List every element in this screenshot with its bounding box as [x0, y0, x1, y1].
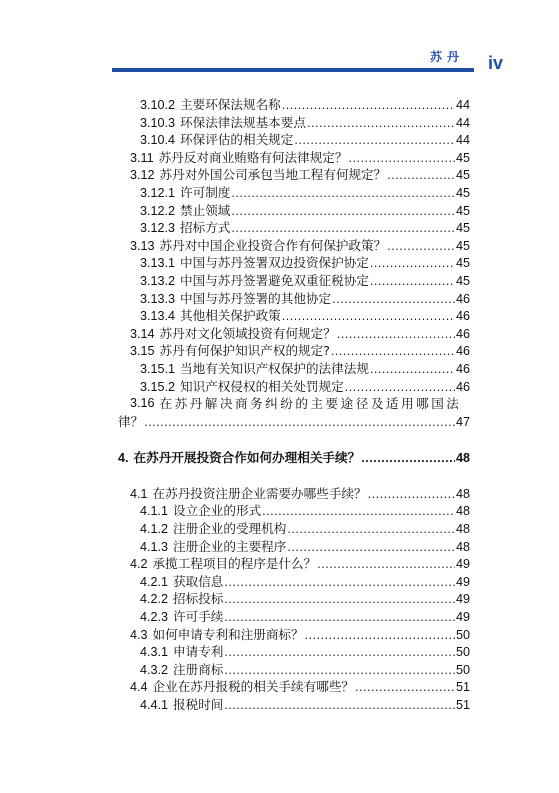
toc-entry-number: 3.13.3 [140, 291, 176, 306]
toc-entry-number: 4.1.2 [140, 522, 169, 537]
toc-entry-title-continued: 律？ [118, 413, 144, 429]
toc-entry-number: 4.4.1 [140, 698, 169, 712]
toc-entry-number: 3.12 [130, 168, 155, 183]
leader-dots [331, 343, 455, 361]
toc-entry-title: 主要环保法规名称 [180, 97, 281, 112]
toc-entry-title: 在苏丹开展投资合作如何办理相关手续？ [133, 450, 361, 466]
toc-entry[interactable] [118, 184, 470, 202]
toc-entry-number: 4.3.1 [140, 645, 169, 660]
leader-dots [224, 644, 455, 662]
toc-entry[interactable] [118, 290, 470, 308]
toc-entry[interactable] [118, 678, 470, 696]
toc-entry-page: 44 [455, 133, 470, 148]
toc-entry-page: 49 [455, 557, 470, 572]
toc-entry-page: 46 [455, 326, 470, 341]
toc-entry-title: 中国与苏丹签署避免双重征税协定 [180, 272, 369, 288]
leader-dots [368, 486, 455, 504]
toc-entry-page: 45 [455, 221, 470, 236]
toc-entry[interactable] [118, 219, 470, 237]
toc-entry-number: 4.1.1 [140, 504, 169, 519]
toc-entry[interactable] [118, 342, 470, 360]
toc-entry-title: 知识产权侵权的相关处罚规定 [180, 378, 344, 394]
toc-entry[interactable] [118, 626, 470, 644]
toc-entry-title: 设立企业的形式 [173, 503, 262, 519]
toc-entry[interactable] [118, 502, 470, 520]
toc-entry[interactable] [118, 96, 470, 114]
toc-entry-number: 4.4 [130, 680, 148, 695]
toc-entry[interactable] [118, 590, 470, 608]
toc-entry-page: 48 [455, 539, 470, 554]
toc-entry-page: 50 [455, 627, 470, 642]
leader-dots [370, 361, 455, 379]
leader-dots [231, 220, 455, 238]
table-of-contents [118, 96, 470, 714]
toc-entry-number: 3.15.2 [140, 379, 176, 394]
toc-entry[interactable] [118, 307, 470, 325]
toc-entry-number: 3.13.1 [140, 256, 176, 271]
toc-entry[interactable] [118, 378, 470, 396]
toc-entry-page: 48 [455, 486, 470, 501]
toc-entry-number: 4.1 [130, 486, 148, 501]
toc-entry-title: 报税时间 [173, 697, 224, 712]
toc-entry[interactable] [118, 114, 470, 132]
toc-entry-title: 当地有关知识产权保护的法律法规 [180, 360, 369, 376]
toc-entry[interactable] [118, 131, 470, 149]
toc-entry-title: 申请专利 [173, 644, 224, 660]
toc-entry-page: 45 [455, 168, 470, 183]
leader-dots [355, 679, 455, 697]
toc-entry[interactable] [118, 520, 470, 538]
toc-entry-number: 3.15.1 [140, 361, 176, 376]
toc-entry-title: 注册企业的主要程序 [173, 538, 287, 554]
toc-entry-number: 3.15 [130, 344, 155, 359]
toc-entry-page: 45 [455, 238, 470, 253]
toc-entry-number: 3.13.2 [140, 273, 176, 288]
leader-dots [224, 697, 455, 715]
toc-entry[interactable] [118, 573, 470, 591]
toc-entry-title: 苏丹对外国公司承包当地工程有何规定？ [159, 167, 387, 183]
toc-entry-title: 承揽工程项目的程序是什么？ [152, 556, 317, 572]
toc-entry-page: 47 [455, 414, 470, 429]
leader-dots [224, 591, 455, 609]
toc-entry[interactable] [118, 538, 470, 556]
toc-entry-title: 招标方式 [180, 220, 231, 236]
toc-entry-number: 3.12.2 [140, 203, 176, 218]
toc-entry-title: 注册企业的受理机构 [173, 521, 287, 537]
toc-entry-page: 45 [455, 273, 470, 288]
toc-entry[interactable] [118, 166, 470, 184]
toc-entry-title: 许可制度 [180, 184, 231, 200]
toc-entry[interactable] [118, 360, 470, 378]
toc-entry[interactable] [118, 661, 470, 679]
toc-entry-number: 4.3 [130, 627, 148, 642]
toc-entry[interactable] [118, 202, 470, 220]
leader-dots [370, 255, 455, 273]
leader-dots [361, 450, 455, 468]
toc-entry-number: 3.10.3 [140, 115, 176, 130]
toc-gap [118, 467, 470, 485]
toc-entry[interactable] [118, 149, 470, 167]
toc-entry-page: 49 [455, 574, 470, 589]
toc-entry-title: 在苏丹投资注册企业需要办哪些手续？ [152, 485, 367, 501]
page-number: iv [488, 53, 504, 73]
toc-entry[interactable] [118, 395, 470, 431]
toc-entry-page: 45 [455, 150, 470, 165]
leader-dots [144, 414, 455, 432]
toc-entry-page: 46 [455, 309, 470, 324]
toc-entry-page: 44 [455, 115, 470, 130]
toc-entry-title: 注册商标 [173, 661, 224, 677]
toc-entry[interactable] [118, 555, 470, 573]
toc-entry-number: 3.12.1 [140, 185, 176, 200]
toc-entry[interactable] [118, 449, 470, 467]
toc-entry-number: 3.14 [130, 326, 155, 341]
leader-dots [317, 556, 455, 574]
toc-entry-title: 中国与苏丹签署双边投资保护协定 [180, 255, 369, 271]
header-rule [112, 68, 474, 72]
toc-entry-number: 4.2.2 [140, 592, 169, 607]
toc-entry-title: 获取信息 [173, 573, 224, 589]
leader-dots [387, 167, 455, 185]
toc-entry-number: 3.10.2 [140, 98, 176, 112]
toc-entry[interactable] [118, 608, 470, 626]
leader-dots [387, 238, 455, 256]
toc-entry[interactable] [118, 643, 470, 661]
leader-dots [370, 273, 455, 291]
leader-dots [224, 609, 455, 627]
toc-entry-page: 45 [455, 203, 470, 218]
toc-entry-number: 4.2.3 [140, 610, 169, 625]
leader-dots [224, 662, 455, 680]
toc-entry-number: 3.13.4 [140, 309, 176, 324]
toc-entry-number: 4.3.2 [140, 662, 169, 677]
toc-entry-page: 48 [455, 451, 470, 466]
leader-dots [348, 150, 455, 168]
leader-dots [345, 379, 455, 397]
toc-entry-number: 4.2.1 [140, 574, 169, 589]
toc-entry-page: 46 [455, 291, 470, 306]
toc-entry-number: 3.12.3 [140, 221, 176, 236]
leader-dots [305, 627, 455, 645]
toc-entry-number: 3.10.4 [140, 133, 176, 148]
toc-entry-title: 苏丹对文化领域投资有何规定？ [159, 325, 336, 341]
page-header [0, 0, 559, 80]
toc-entry-page: 46 [455, 379, 470, 394]
toc-entry-page: 46 [455, 361, 470, 376]
toc-entry-title: 企业在苏丹报税的相关手续有哪些？ [152, 679, 355, 695]
toc-entry-page: 46 [455, 344, 470, 359]
leader-dots [224, 574, 455, 592]
toc-entry-page: 44 [455, 98, 470, 112]
toc-entry-page: 50 [455, 662, 470, 677]
toc-entry[interactable] [118, 237, 470, 255]
toc-entry[interactable] [118, 696, 470, 714]
toc-entry-page: 51 [455, 698, 470, 712]
toc-entry[interactable] [118, 325, 470, 343]
toc-entry-title: 禁止领域 [180, 202, 231, 218]
toc-entry-page: 45 [455, 185, 470, 200]
toc-entry-title: 苏丹有何保护知识产权的规定? [159, 343, 330, 359]
toc-entry-title: 许可手续 [173, 609, 224, 625]
toc-entry-number: 3.11 [130, 150, 154, 165]
leader-dots [287, 539, 455, 557]
toc-entry-title: 苏丹对中国企业投资合作有何保护政策？ [159, 237, 387, 253]
toc-entry[interactable] [118, 485, 470, 503]
leader-dots [282, 97, 455, 115]
toc-entry-page: 50 [455, 645, 470, 660]
toc-entry-number: 4.2 [130, 557, 148, 572]
leader-dots [262, 503, 455, 521]
toc-entry-title: 环保法律法规基本要点 [180, 114, 306, 130]
toc-entry-page: 48 [455, 522, 470, 537]
toc-entry-title: 在苏丹解决商务纠纷的主要途径及适用哪国法 [159, 396, 462, 412]
leader-dots [231, 185, 455, 203]
leader-dots [231, 203, 455, 221]
leader-dots [307, 115, 455, 133]
toc-entry-number: 3.13 [130, 238, 155, 253]
toc-entry-title: 苏丹反对商业贿赂有何法律规定？ [158, 149, 348, 165]
toc-entry-page: 51 [455, 680, 470, 695]
toc-entry-title: 中国与苏丹签署的其他协定 [180, 290, 332, 306]
toc-entry-page: 49 [455, 610, 470, 625]
toc-entry[interactable] [118, 272, 470, 290]
toc-entry-page: 49 [455, 592, 470, 607]
toc-gap [118, 431, 470, 449]
running-title: 苏丹 [430, 50, 465, 64]
toc-entry-title: 其他相关保护政策 [180, 308, 281, 324]
toc-entry-page: 45 [455, 256, 470, 271]
toc-entry-title: 招标投标 [173, 591, 224, 607]
leader-dots [332, 291, 455, 309]
toc-entry-title: 环保评估的相关规定 [180, 132, 294, 148]
toc-entry-page: 48 [455, 504, 470, 519]
toc-entry-number: 4. [118, 451, 129, 466]
leader-dots [287, 521, 455, 539]
toc-entry-title: 如何申请专利和注册商标？ [152, 626, 304, 642]
toc-entry[interactable] [118, 254, 470, 272]
leader-dots [294, 132, 455, 150]
leader-dots [337, 326, 455, 344]
leader-dots [282, 308, 455, 326]
toc-entry-number: 4.1.3 [140, 539, 169, 554]
toc-entry-number: 3.16 [130, 396, 155, 411]
